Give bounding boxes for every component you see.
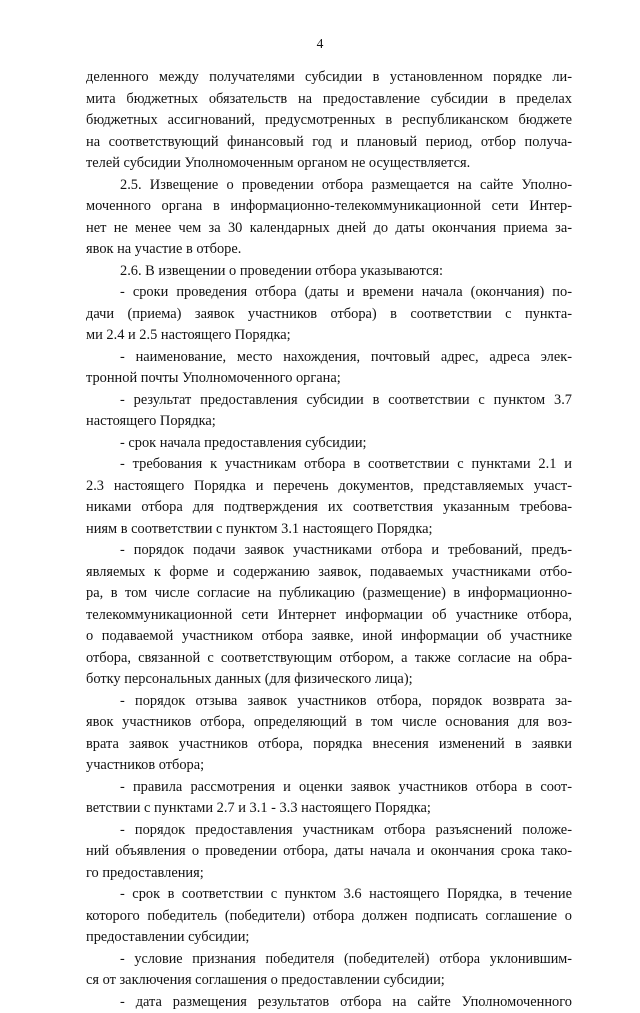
text-line: явок участников отбора, определяющий в том числе основания для воз- xyxy=(86,712,572,734)
text-line: телекоммуникационной сети Интернет информации об участнике отбора, xyxy=(86,605,572,627)
text-line: ми 2.4 и 2.5 настоящего Порядка; xyxy=(86,325,572,347)
text-line: - условие признания победителя (победителей) отбора уклонившим- xyxy=(86,949,572,971)
page-number: 4 xyxy=(0,36,640,52)
text-line: ниям в соответствии с пунктом 3.1 настоящего Порядка; xyxy=(86,519,572,541)
text-line: явок на участие в отборе. xyxy=(86,239,572,261)
text-line: - срок в соответствии с пунктом 3.6 настоящего Порядка, в течение xyxy=(86,884,572,906)
text-line: го предоставления; xyxy=(86,863,572,885)
text-line: дачи (приема) заявок участников отбора) в соответствии с пункта- xyxy=(86,304,572,326)
text-line: на соответствующий финансовый год и плановый период, отбор получа- xyxy=(86,132,572,154)
text-line: моченного органа в информационно-телекоммуникационной сети Интер- xyxy=(86,196,572,218)
text-line: - порядок подачи заявок участниками отбора и требований, предъ- xyxy=(86,540,572,562)
text-line: - результат предоставления субсидии в соответствии с пунктом 3.7 xyxy=(86,390,572,412)
text-line: деленного между получателями субсидии в установленном порядке ли- xyxy=(86,67,572,89)
text-line: предоставлении субсидии; xyxy=(86,927,572,949)
text-line: - требования к участникам отбора в соответствии с пунктами 2.1 и xyxy=(86,454,572,476)
text-line: ветствии с пунктами 2.7 и 3.1 - 3.3 настоящего Порядка; xyxy=(86,798,572,820)
text-line: являемых к форме и содержанию заявок, подаваемых участниками отбо- xyxy=(86,562,572,584)
text-line: мита бюджетных обязательств на предоставление субсидии в пределах xyxy=(86,89,572,111)
document-body xyxy=(86,67,572,1013)
text-line: телей субсидии Уполномоченным органом не осуществляется. xyxy=(86,153,572,175)
text-line: врата заявок участников отбора, порядка внесения изменений в заявки xyxy=(86,734,572,756)
text-line: - сроки проведения отбора (даты и времени начала (окончания) по- xyxy=(86,282,572,304)
text-line: - дата размещения результатов отбора на сайте Уполномоченного xyxy=(86,992,572,1013)
text-line: ра, в том числе согласие на публикацию (размещение) в информационно- xyxy=(86,583,572,605)
text-line: - правила рассмотрения и оценки заявок участников отбора в соот- xyxy=(86,777,572,799)
text-line: ний объявления о проведении отбора, даты начала и окончания срока тако- xyxy=(86,841,572,863)
text-line: никами отбора для подтверждения их соответствия указанным требова- xyxy=(86,497,572,519)
text-line: нет не менее чем за 30 календарных дней до даты окончания приема за- xyxy=(86,218,572,240)
text-line: 2.3 настоящего Порядка и перечень документов, представляемых участ- xyxy=(86,476,572,498)
text-line: - срок начала предоставления субсидии; xyxy=(86,433,572,455)
text-line: 2.6. В извещении о проведении отбора указываются: xyxy=(86,261,572,283)
text-line: - порядок отзыва заявок участников отбора, порядок возврата за- xyxy=(86,691,572,713)
text-line: ся от заключения соглашения о предоставлении субсидии; xyxy=(86,970,572,992)
text-line: 2.5. Извещение о проведении отбора размещается на сайте Уполно- xyxy=(86,175,572,197)
text-line: - порядок предоставления участникам отбора разъяснений положе- xyxy=(86,820,572,842)
text-line: отбора, связанной с соответствующим отбором, а также согласие на обра- xyxy=(86,648,572,670)
text-line: о подаваемой участником отбора заявке, иной информации об участнике xyxy=(86,626,572,648)
text-line: - наименование, место нахождения, почтовый адрес, адреса элек- xyxy=(86,347,572,369)
text-line: тронной почты Уполномоченного органа; xyxy=(86,368,572,390)
text-line: участников отбора; xyxy=(86,755,572,777)
text-line: ботку персональных данных (для физического лица); xyxy=(86,669,572,691)
text-line: бюджетных ассигнований, предусмотренных в республиканском бюджете xyxy=(86,110,572,132)
text-line: которого победитель (победители) отбора должен подписать соглашение о xyxy=(86,906,572,928)
text-line: настоящего Порядка; xyxy=(86,411,572,433)
